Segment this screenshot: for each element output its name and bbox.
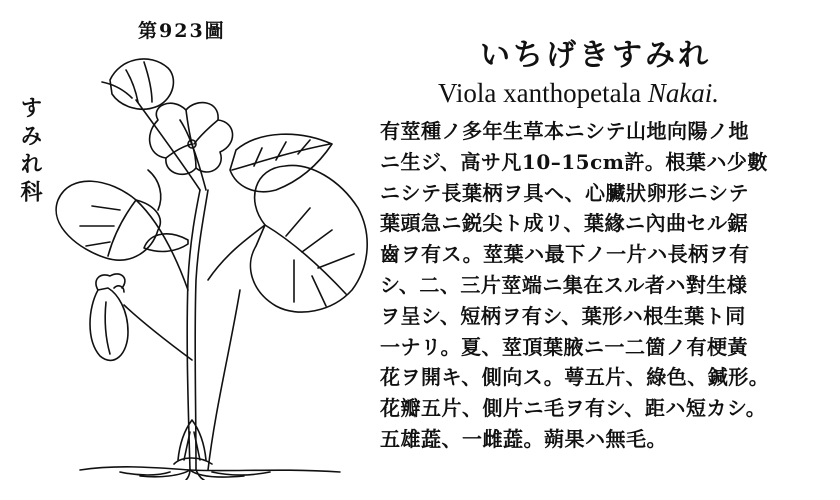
description-line: ヲ呈シ、短柄ヲ有シ、葉形ハ根生葉ト同: [380, 303, 746, 328]
violet-botanical-illustration: [40, 40, 380, 480]
japanese-name: いちげきすみれ: [480, 38, 711, 73]
description-line: 花ヲ開キ、側向ス。萼五片、綠色、鍼形。: [380, 365, 770, 390]
description-line: 花瓣五片、側片ニ毛ヲ有シ、距ハ短カシ。: [380, 396, 767, 421]
description-line: 葉頭急ニ鋭尖ト成リ、葉緣ニ內曲セル鋸: [380, 211, 748, 236]
scientific-author: Nakai.: [647, 78, 720, 108]
scientific-name: [438, 78, 719, 109]
scientific-genus-species: Viola xanthopetala: [438, 78, 642, 108]
description-line: 五雄蕋、一雌蕋。蒴果ハ無毛。: [380, 426, 667, 451]
description-line: ニ生ジ、高サ凡10–15cm許。根葉ハ少數: [380, 149, 768, 174]
plant-family-label: すみれ科: [17, 96, 43, 208]
description-line: シ、二、三片莖端ニ集在スル者ハ對生様: [380, 272, 748, 297]
description-line: 一ナリ。夏、莖頂葉腋ニ一二箇ノ有梗黃: [380, 334, 748, 359]
description-line: ニシテ長葉柄ヲ具ヘ、心臟狀卵形ニシテ: [380, 180, 749, 205]
figure-number: 第923圖: [138, 20, 226, 42]
description-block: [380, 116, 830, 455]
description-line: 齒ヲ有ス。莖葉ハ最下ノ一片ハ長柄ヲ有: [380, 242, 750, 267]
description-line: 有莖種ノ多年生草本ニシテ山地向陽ノ地: [380, 119, 749, 143]
